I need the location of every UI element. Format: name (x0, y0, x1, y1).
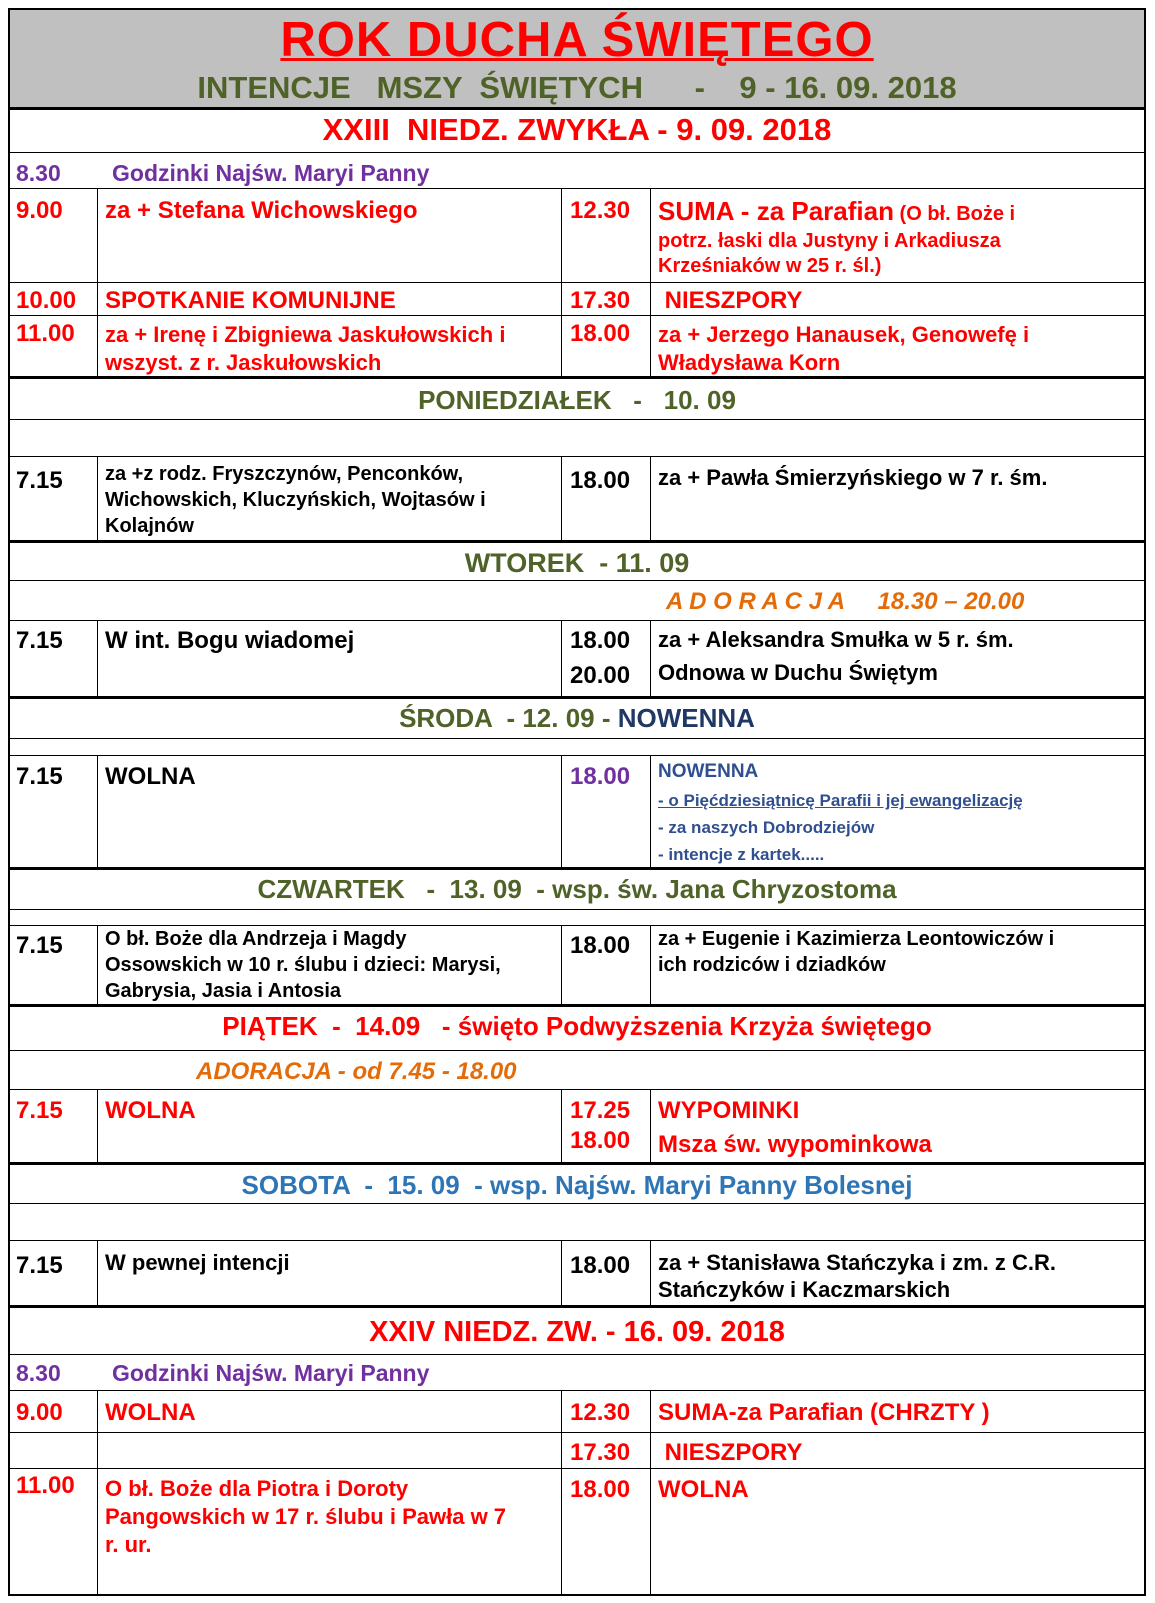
time: 18.00 (570, 763, 631, 790)
time: 9.00 (16, 197, 63, 224)
novena-item: - intencje z kartek..... (658, 845, 825, 864)
sunday-2-heading: XXIV NIEDZ. ZW. - 16. 09. 2018 (369, 1316, 785, 1348)
friday-heading: PIĄTEK - 14.09 - święto Podwyższenia Krzyża świętego (222, 1011, 932, 1041)
intention: Kolajnów (105, 515, 194, 537)
time: 18.00 (570, 1252, 631, 1279)
time: 7.15 (16, 1252, 63, 1279)
intention: za + Aleksandra Smułka w 5 r. śm. (658, 627, 1014, 652)
intention: Msza św. wypominkowa (658, 1131, 932, 1158)
intention: Wichowskich, Kluczyńskich, Wojtasów i (105, 489, 486, 511)
intention-note: (O bł. Boże i (893, 203, 1016, 225)
adoration-note: ADORACJA - od 7.45 - 18.00 (196, 1058, 517, 1085)
intention: Władysława Korn (658, 350, 841, 375)
intention: WOLNA (658, 1476, 749, 1503)
intention: O bł. Boże dla Piotra i Doroty (105, 1476, 409, 1501)
saturday-heading: SOBOTA - 15. 09 - wsp. Najśw. Maryi Panny Bolesnej (241, 1170, 913, 1200)
time: 18.00 (570, 1476, 631, 1503)
intention: NIESZPORY (658, 1439, 803, 1466)
intention: za + Jerzego Hanausek, Genowefę i (658, 322, 1030, 347)
intention: Stańczyków i Kaczmarskich (658, 1277, 951, 1302)
intention: SPOTKANIE KOMUNIJNE (105, 287, 396, 314)
time: 18.00 (570, 1127, 631, 1154)
time: 18.00 (570, 627, 631, 654)
thursday-heading: CZWARTEK - 13. 09 - wsp. św. Jana Chryzostoma (257, 874, 897, 904)
wednesday-heading-date: ŚRODA - 12. 09 - (399, 703, 618, 733)
time: 8.30 (16, 160, 61, 186)
intention: Gabrysia, Jasia i Antosia (105, 980, 342, 1002)
intention: Pangowskich w 17 r. ślubu i Pawła w 7 (105, 1504, 507, 1529)
intention: wszyst. z r. Jaskułowskich (105, 350, 382, 375)
intention: za + Stefana Wichowskiego (105, 197, 418, 224)
time: 20.00 (570, 662, 631, 689)
time: 10.00 (16, 287, 77, 314)
time: 7.15 (16, 627, 63, 654)
tuesday-heading: WTOREK - 11. 09 (464, 548, 690, 578)
intention-note: potrz. łaski dla Justyny i Arkadiusza (658, 230, 1001, 252)
sunday-1-heading: XXIII NIEDZ. ZWYKŁA - 9. 09. 2018 (322, 112, 832, 147)
time: 12.30 (570, 1399, 631, 1426)
page-title: ROK DUCHA ŚWIĘTEGO (280, 13, 874, 67)
novena-title: NOWENNA (658, 761, 759, 782)
intention: Odnowa w Duchu Świętym (658, 660, 938, 685)
intention-main: SUMA - za Parafian (658, 196, 894, 226)
novena-item: - o Pięćdziesiątnicę Parafii i jej ewangelizację (658, 791, 1023, 810)
intention: za + Pawła Śmierzyńskiego w 7 r. śm. (658, 465, 1048, 490)
time: 17.30 (570, 287, 631, 314)
time: 9.00 (16, 1399, 63, 1426)
intention-note: Krześniaków w 25 r. śl.) (658, 255, 882, 277)
time: 7.15 (16, 467, 63, 494)
intention (658, 196, 1015, 227)
adoration-note: A D O R A C J A 18.30 – 20.00 (666, 588, 1025, 615)
time: 7.15 (16, 932, 63, 959)
page-subtitle: INTENCJE MSZY ŚWIĘTYCH - 9 - 16. 09. 2018 (197, 70, 957, 105)
novena-item: - za naszych Dobrodziejów (658, 818, 875, 837)
intention: Ossowskich w 10 r. ślubu i dzieci: Marysi, (105, 954, 501, 976)
time: 11.00 (16, 320, 75, 347)
intention: O bł. Boże dla Andrzeja i Magdy (105, 928, 407, 950)
time: 11.00 (16, 1472, 75, 1499)
intention: za +z rodz. Fryszczynów, Penconków, (105, 463, 464, 485)
time: 8.30 (16, 1360, 61, 1386)
intention: WOLNA (105, 1399, 196, 1426)
intention: za + Stanisława Stańczyka i zm. z C.R. (658, 1250, 1056, 1275)
intention: W pewnej intencji (105, 1250, 290, 1275)
schedule-sheet (8, 8, 1146, 1596)
intention: SUMA-za Parafian (CHRZTY ) (658, 1399, 990, 1426)
intention: Godzinki Najśw. Maryi Panny (112, 1360, 430, 1386)
wednesday-heading (10, 703, 1144, 734)
wednesday-heading-novena: NOWENNA (617, 703, 755, 733)
time: 12.30 (570, 197, 631, 224)
time: 18.00 (570, 320, 631, 347)
intention: NIESZPORY (658, 287, 803, 314)
intention: Godzinki Najśw. Maryi Panny (112, 160, 430, 186)
intention: ich rodziców i dziadków (658, 954, 886, 976)
intention: r. ur. (105, 1532, 152, 1557)
time: 17.30 (570, 1439, 631, 1466)
time: 7.15 (16, 763, 63, 790)
intention: za + Irenę i Zbigniewa Jaskułowskich i (105, 322, 506, 347)
intention: WOLNA (105, 763, 196, 790)
time: 18.00 (570, 467, 631, 494)
intention: WYPOMINKI (658, 1097, 800, 1124)
monday-heading: PONIEDZIAŁEK - 10. 09 (418, 385, 736, 415)
time: 18.00 (570, 932, 631, 959)
time: 17.25 (570, 1097, 631, 1124)
intention: WOLNA (105, 1097, 196, 1124)
intention: za + Eugenie i Kazimierza Leontowiczów i (658, 928, 1055, 950)
intention: W int. Bogu wiadomej (105, 627, 355, 654)
time: 7.15 (16, 1097, 63, 1124)
